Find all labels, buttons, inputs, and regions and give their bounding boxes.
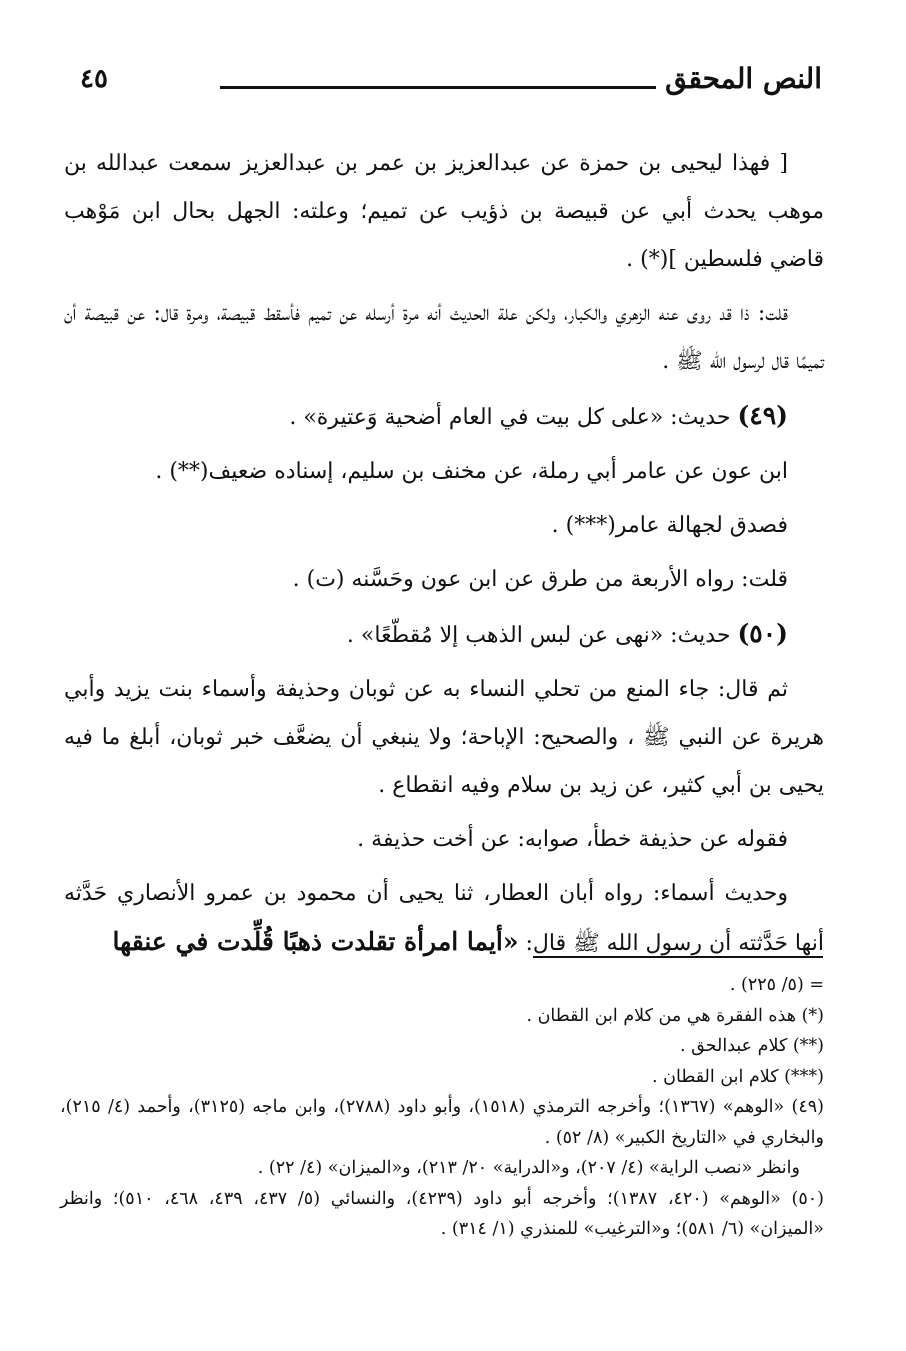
main-text: [64, 140, 824, 974]
footnote: وانظر «نصب الراية» (٤/ ٢٠٧)، و«الدراية» ٢٠/ ٢١٣)، و«الميزان» (٤/ ٢٢) .: [257, 1158, 800, 1178]
footnote: (***) كلام ابن القطان .: [652, 1066, 824, 1087]
footnote-separator: [533, 956, 823, 958]
hadith-quote: «أيما امرأة تقلدت ذهبًا قُلِّدت في عنقها: [112, 927, 519, 956]
hadith-entry: [64, 610, 824, 660]
paragraph: [64, 870, 824, 968]
paragraph: قلت: ذا قد روى عنه الزهري والكبار، ولكن علة الحديث أنه مرة أرسله عن تميم فأسقط قبيصة، ومرة قال: عن قبيصة أن تميمًا قال لرسول الله ﷺ .: [64, 301, 824, 374]
paragraph-text: وحديث أسماء: رواه أبان العطار، ثنا يحيى أن محمود بن عمرو الأنصاري حَدَّثه أنها حَدَّثته أن رسول الله ﷺ قال:: [64, 881, 824, 956]
page-header: [70, 58, 822, 102]
paragraph: فصدق لجهالة عامر(***) .: [551, 513, 788, 538]
header-rule: [220, 86, 656, 89]
running-title: النص المحقق: [665, 62, 822, 95]
footnote: (٥٠) «الوهم» (٤٢٠، ١٣٨٧)؛ وأخرجه أبو داود (٤٢٣٩)، والنسائي (٥/ ٤٣٧، ٤٣٩، ٤٦٨، ٥١٠)؛ وانظر «الميزان» (٦/ ٥٨١)؛ و«الترغيب» للمنذري (١/ ٣١٤) .: [60, 1188, 824, 1239]
paragraph: فقوله عن حذيفة خطأ، صوابه: عن أخت حذيفة .: [357, 827, 788, 852]
page-number: ٤٥: [80, 64, 108, 94]
footnotes: [60, 970, 824, 1245]
paragraph: ثم قال: جاء المنع من تحلي النساء به عن ثوبان وحذيفة وأسماء بنت يزيد وأبي هريرة عن النبي ﷺ ، والصحيح: الإباحة؛ ولا ينبغي أن يضعَّف خبر ثوبان، أبلغ ما فيه يحيى بن أبي كثير، عن زيد بن سلام وفيه انقطاع .: [64, 677, 824, 798]
paragraph: قلت: رواه الأربعة من طرق عن ابن عون وحَسَّنه (ت) .: [292, 567, 788, 592]
footnote: = (٥/ ٢٢٥) .: [729, 975, 824, 995]
hadith-text: حديث: «على كل بيت في العام أضحية وَعتيرة» .: [289, 405, 731, 430]
paragraph: [ فهذا ليحيى بن حمزة عن عبدالعزيز بن عمر بن عبدالعزيز سمعت عبدالله بن موهب يحدث أبي عن قبيصة بن ذؤيب عن تميم؛ وعلته: الجهل بحال ابن مَوْهب قاضي فلسطين ](*) .: [64, 151, 824, 272]
hadith-number: (٤٩): [737, 401, 788, 430]
hadith-text: حديث: «نهى عن لبس الذهب إلا مُقطّعًا» .: [346, 623, 731, 648]
footnote: (٤٩) «الوهم» (١٣٦٧)؛ وأخرجه الترمذي (١٥١٨)، وأبو داود (٢٧٨٨)، وابن ماجه (٣١٢٥)، وأحمد (٤/ ٢١٥)، والبخاري في «التاريخ الكبير» (٨/ ٥٢) .: [60, 1097, 824, 1148]
hadith-number: (٥٠): [737, 619, 788, 648]
footnote: (**) كلام عبدالحق .: [679, 1036, 824, 1056]
hadith-entry: [64, 392, 824, 442]
paragraph: ابن عون عن عامر أبي رملة، عن مخنف بن سليم، إسناده ضعيف(**) .: [155, 459, 788, 484]
footnote: (*) هذه الفقرة هي من كلام ابن القطان .: [526, 1005, 824, 1026]
